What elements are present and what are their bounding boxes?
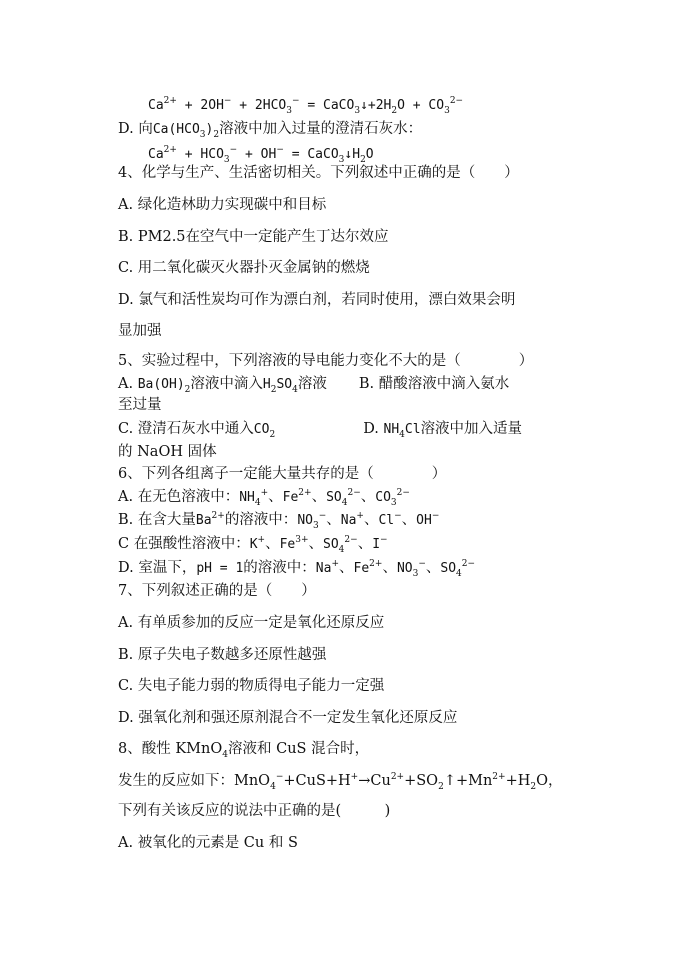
formula-text: O (365, 147, 374, 162)
text: C 在强酸性溶液中： (118, 536, 250, 552)
superscript: + (331, 559, 339, 570)
text-line (118, 322, 162, 340)
text-line (118, 465, 446, 483)
subscript: 3 (354, 105, 361, 116)
superscript: − (394, 511, 402, 522)
formula-text: SO (276, 377, 293, 392)
superscript: − (418, 559, 426, 570)
text: C. 澄清石灰水中通入 (118, 421, 254, 437)
text: 、 (339, 560, 354, 576)
text: ↑+Mn (443, 773, 493, 789)
formula-text: NO (297, 513, 313, 528)
subscript: 4 (341, 497, 348, 508)
subscript: 2 (184, 384, 191, 395)
formula-text: SO (326, 490, 342, 505)
formula-text: Fe (279, 537, 296, 552)
text: 7、下列叙述正确的是（ ） (118, 583, 316, 599)
text: D. 室温下， (118, 560, 197, 576)
formula-text: Ba (195, 513, 212, 528)
text: A. 被氧化的元素是 Cu 和 S (118, 835, 298, 851)
text: 、 (326, 512, 341, 528)
subscript: 2 (391, 105, 398, 116)
subscript: 4 (456, 568, 462, 579)
subscript: 3 (412, 568, 419, 579)
text: 溶液中加入过量的澄清石灰水： (219, 121, 423, 137)
text: 8、酸性 KMnO (118, 741, 223, 757)
text-line (118, 582, 316, 600)
subscript: 2 (360, 154, 366, 165)
text-line (118, 740, 369, 758)
superscript: 2+ (211, 511, 225, 522)
text-line (118, 396, 162, 414)
formula-text: + 2HCO (231, 98, 287, 113)
subscript: 4 (270, 781, 276, 792)
superscript: 2+ (390, 772, 405, 783)
text-line (148, 96, 463, 115)
text: D. 强氧化剂和强还原剂混合不一定发生氧化还原反应 (118, 710, 458, 726)
superscript: 2+ (163, 96, 177, 107)
text-line (118, 646, 326, 664)
text: B. 在含大量 (118, 512, 196, 528)
formula-text: NH (239, 490, 255, 505)
subscript: 2 (269, 429, 276, 440)
superscript: 2+ (298, 488, 312, 499)
formula-text: + OH (237, 147, 277, 162)
formula-text: Cl (404, 422, 421, 437)
formula-text: = CaCO (283, 147, 339, 162)
text: 6、下列各组离子一定能大量共存的是（ ） (118, 466, 447, 482)
text: A. (118, 376, 138, 392)
text: +H (505, 773, 531, 789)
text: 发生的反应如下：MnO (118, 773, 271, 789)
text: 溶液和 CuS 混合时， (227, 741, 370, 757)
text: 溶液 (297, 376, 327, 392)
text-line (118, 511, 439, 530)
formula-text: + 2OH (176, 98, 224, 113)
text: A. 有单质参加的反应一定是氧化还原反应 (118, 615, 385, 631)
text: 、 (357, 536, 373, 552)
formula-text: OH (416, 513, 432, 528)
text: 、 (308, 536, 324, 552)
text: 下列有关该反应的说法中正确的是( ) (118, 803, 391, 819)
superscript: − (229, 145, 238, 156)
text: +CuS+H (283, 773, 351, 789)
text: D. 氯气和活性炭均可作为漂白剂，若同时使用，漂白效果会明 (118, 292, 516, 308)
formula-text: = CaCO (299, 98, 355, 113)
text: 、 (268, 489, 283, 505)
superscript: 2+ (369, 559, 383, 570)
text: B. 原子失电子数越多还原性越强 (118, 647, 327, 663)
superscript: 2+ (492, 772, 506, 783)
subscript: 4 (399, 429, 405, 440)
text-line (118, 677, 384, 695)
subscript: 4 (338, 544, 345, 555)
text: 、 (425, 560, 441, 576)
subscript: 3 (199, 129, 206, 140)
formula-text: + HCO (176, 147, 224, 162)
text-line (118, 488, 410, 507)
text-line (118, 535, 388, 554)
superscript: + (356, 511, 364, 522)
subscript: 3 (444, 105, 450, 116)
formula-text: Ca (148, 98, 164, 113)
subscript: 2 (530, 781, 537, 792)
formula-text: CO (375, 490, 391, 505)
text: 、 (265, 536, 280, 552)
text-line (118, 120, 422, 139)
superscript: 2− (396, 488, 410, 499)
subscript: 3 (312, 520, 319, 531)
text-line (118, 834, 298, 852)
text: O， (536, 773, 563, 789)
formula-text: Na (315, 561, 332, 576)
superscript: + (257, 535, 266, 546)
subscript: 3 (286, 105, 292, 116)
text: 5、实验过程中，下列溶液的导电能力变化不大的是（ ） (118, 353, 534, 369)
text: 、 (363, 512, 379, 528)
formula-text: NO (396, 561, 413, 576)
superscript: + (350, 772, 359, 783)
text: →Cu (358, 773, 391, 789)
subscript: 3 (390, 497, 397, 508)
text-line (118, 291, 515, 309)
superscript: 3+ (295, 535, 309, 546)
text: 、 (360, 489, 376, 505)
text: A. 在无色溶液中： (118, 489, 240, 505)
superscript: 2+ (163, 145, 177, 156)
superscript: − (318, 511, 327, 522)
text-line (118, 709, 457, 727)
text-line (118, 420, 522, 439)
formula-text: CO (253, 422, 270, 437)
formula-text: O + CO (397, 98, 445, 113)
formula-text: Ca(HCO (152, 122, 200, 137)
formula-text: Cl (378, 513, 395, 528)
text: B. PM2.5在空气中一定能产生丁达尔效应 (118, 229, 389, 245)
formula-text: H (262, 377, 271, 392)
formula-text: SO (323, 537, 339, 552)
formula-text: ) (205, 122, 214, 137)
formula-text: Ca (148, 147, 164, 162)
formula-text: ↓+2H (360, 98, 392, 113)
text-line (148, 145, 374, 164)
superscript: 2− (461, 559, 476, 570)
formula-text: K (249, 537, 258, 552)
subscript: 3 (338, 154, 345, 165)
formula-text: Fe (353, 561, 370, 576)
formula-text: NH (383, 422, 400, 437)
text: 的溶液中： (224, 512, 298, 528)
text-line (118, 559, 475, 578)
formula-text: ↓H (344, 147, 361, 162)
formula-text: Ba(OH) (137, 377, 185, 392)
text: 、 (311, 489, 327, 505)
subscript: 4 (292, 384, 298, 395)
text: 、 (382, 560, 397, 576)
subscript: 3 (223, 154, 230, 165)
subscript: 2 (270, 384, 277, 395)
text-line (118, 196, 326, 214)
formula-text: I (372, 537, 381, 552)
text: C. 用二氧化碳灭火器扑灭金属钠的燃烧 (118, 260, 370, 276)
text-line (118, 443, 217, 461)
subscript: 4 (254, 497, 261, 508)
subscript: 2 (213, 129, 220, 140)
superscript: − (276, 145, 284, 156)
text: 至过量 (118, 397, 162, 413)
subscript: 2 (438, 781, 444, 792)
text-line (118, 228, 389, 246)
text: D. (363, 421, 384, 437)
text: 显加强 (118, 323, 162, 339)
text-line (118, 802, 390, 820)
formula-text: Fe (282, 490, 299, 505)
superscript: − (380, 535, 388, 546)
text-line (118, 259, 370, 277)
text: 4、化学与生产、生活密切相关。下列叙述中正确的是（ ） (118, 165, 519, 181)
text: A. 绿化造林助力实现碳中和目标 (118, 197, 327, 213)
text: 溶液中加入适量 (420, 421, 523, 437)
formula-text: SO (440, 561, 457, 576)
text: C. 失电子能力弱的物质得电子能力一定强 (118, 678, 385, 694)
superscript: − (223, 96, 232, 107)
superscript: 2− (344, 535, 358, 546)
formula-text: Na (340, 513, 357, 528)
superscript: − (291, 96, 300, 107)
text-line (118, 375, 509, 394)
superscript: − (275, 772, 284, 783)
superscript: − (431, 511, 440, 522)
text: +SO (404, 773, 439, 789)
text-line (118, 352, 533, 370)
text: 溶液中滴入 (190, 376, 263, 392)
superscript: 2− (449, 96, 464, 107)
text: D. 向 (118, 121, 153, 137)
text-line (118, 614, 384, 632)
formula-text: pH = 1 (196, 561, 244, 576)
superscript: + (260, 488, 269, 499)
superscript: 2− (347, 488, 361, 499)
text-line (118, 164, 519, 182)
subscript: 4 (222, 749, 228, 760)
text: 的 NaOH 固体 (118, 444, 217, 460)
text: 的溶液中： (243, 560, 316, 576)
text: 、 (401, 512, 417, 528)
text-line (118, 772, 563, 790)
text: B. 醋酸溶液中滴入氨水 (358, 376, 510, 392)
